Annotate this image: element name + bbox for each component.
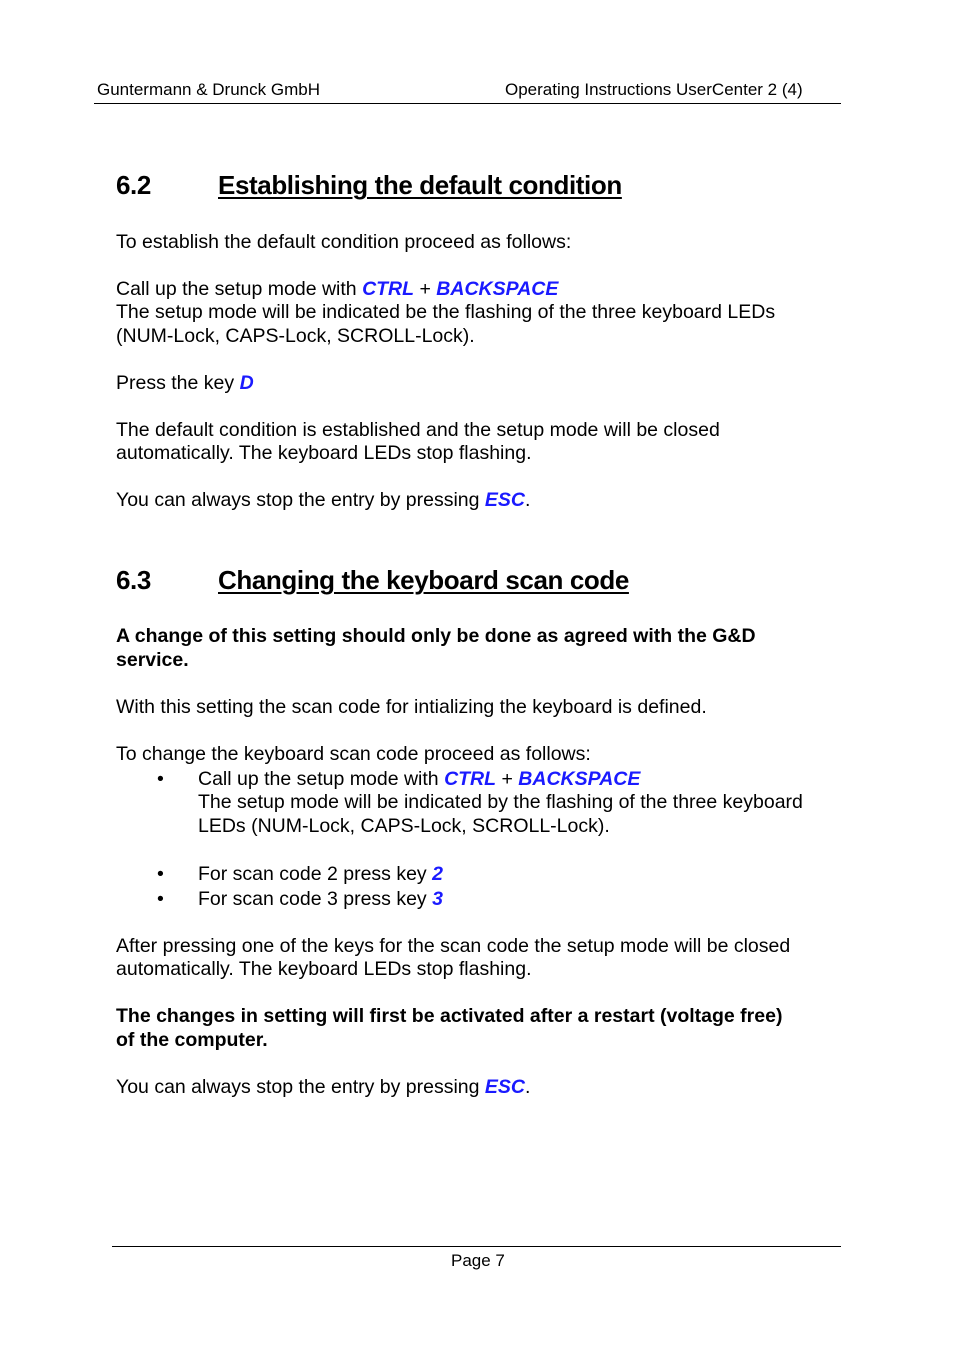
- section-6-3-number: 6.3: [116, 565, 151, 595]
- section-6-3-defined: With this setting the scan code for intializing the keyboard is defined.: [116, 696, 707, 718]
- bullet-3: [198, 888, 443, 912]
- header-rule: [94, 103, 841, 104]
- stop-prefix: You can always stop the entry by pressing: [116, 1076, 485, 1098]
- bullet-1-prefix: Call up the setup mode with: [198, 768, 445, 790]
- section-6-3-activate-line1: The changes in setting will first be activated after a restart (voltage free): [116, 1005, 783, 1027]
- bullet-dot: •: [157, 888, 164, 910]
- bullet-1-line1: [198, 768, 640, 792]
- plus-sign: +: [496, 768, 519, 790]
- section-6-2-number: 6.2: [116, 170, 151, 200]
- key-ctrl: CTRL: [362, 278, 415, 300]
- section-6-2-intro: To establish the default condition proceed as follows:: [116, 231, 572, 253]
- page-number: Page 7: [451, 1251, 505, 1270]
- key-2: 2: [432, 863, 443, 885]
- section-6-3-intro: To change the keyboard scan code proceed as follows:: [116, 743, 591, 765]
- footer-rule: [112, 1246, 841, 1247]
- bullet-2-prefix: For scan code 2 press key: [198, 863, 433, 885]
- section-6-2-default-line2: automatically. The keyboard LEDs stop flashing.: [116, 442, 532, 464]
- section-6-2-stop-line: [116, 489, 530, 513]
- section-6-3-title: Changing the keyboard scan code: [218, 565, 629, 595]
- key-esc: ESC: [484, 489, 526, 511]
- key-3: 3: [432, 888, 443, 910]
- section-6-3-activate-line2: of the computer.: [116, 1029, 268, 1051]
- bullet-1-line3: LEDs (NUM-Lock, CAPS-Lock, SCROLL-Lock).: [198, 815, 610, 837]
- stop-suffix: .: [525, 1076, 531, 1098]
- section-6-3-after-line1: After pressing one of the keys for the scan code the setup mode will be closed: [116, 935, 791, 957]
- key-d: D: [239, 372, 254, 394]
- stop-suffix: .: [525, 489, 531, 511]
- bullet-3-prefix: For scan code 3 press key: [198, 888, 433, 910]
- plus-sign: +: [414, 278, 437, 300]
- section-6-2-call-line: [116, 278, 558, 302]
- key-ctrl: CTRL: [444, 768, 497, 790]
- section-6-2-title: Establishing the default condition: [218, 170, 622, 200]
- section-6-3-stop-line: [116, 1076, 530, 1100]
- press-prefix: Press the key: [116, 372, 240, 394]
- key-backspace: BACKSPACE: [518, 768, 641, 790]
- section-6-3-warning-line1: A change of this setting should only be done as agreed with the G&D: [116, 625, 756, 647]
- bullet-2: [198, 863, 443, 887]
- bullet-1-line2: The setup mode will be indicated by the flashing of the three keyboard: [198, 791, 803, 813]
- header-document-title: Operating Instructions UserCenter 2 (4): [505, 80, 803, 99]
- key-esc: ESC: [484, 1076, 526, 1098]
- section-6-2-default-line1: The default condition is established and the setup mode will be closed: [116, 419, 720, 441]
- call-prefix: Call up the setup mode with: [116, 278, 363, 300]
- section-6-2-indicated-line1: The setup mode will be indicated be the flashing of the three keyboard LEDs: [116, 301, 776, 323]
- stop-prefix: You can always stop the entry by pressing: [116, 489, 485, 511]
- section-6-3-after-line2: automatically. The keyboard LEDs stop flashing.: [116, 958, 532, 980]
- section-6-3-warning-line2: service.: [116, 649, 189, 671]
- key-backspace: BACKSPACE: [436, 278, 559, 300]
- bullet-dot: •: [157, 768, 164, 790]
- section-6-2-indicated-line2: (NUM-Lock, CAPS-Lock, SCROLL-Lock).: [116, 325, 475, 347]
- section-6-2-press-line: [116, 372, 254, 396]
- header-company: Guntermann & Drunck GmbH: [97, 80, 320, 99]
- bullet-dot: •: [157, 863, 164, 885]
